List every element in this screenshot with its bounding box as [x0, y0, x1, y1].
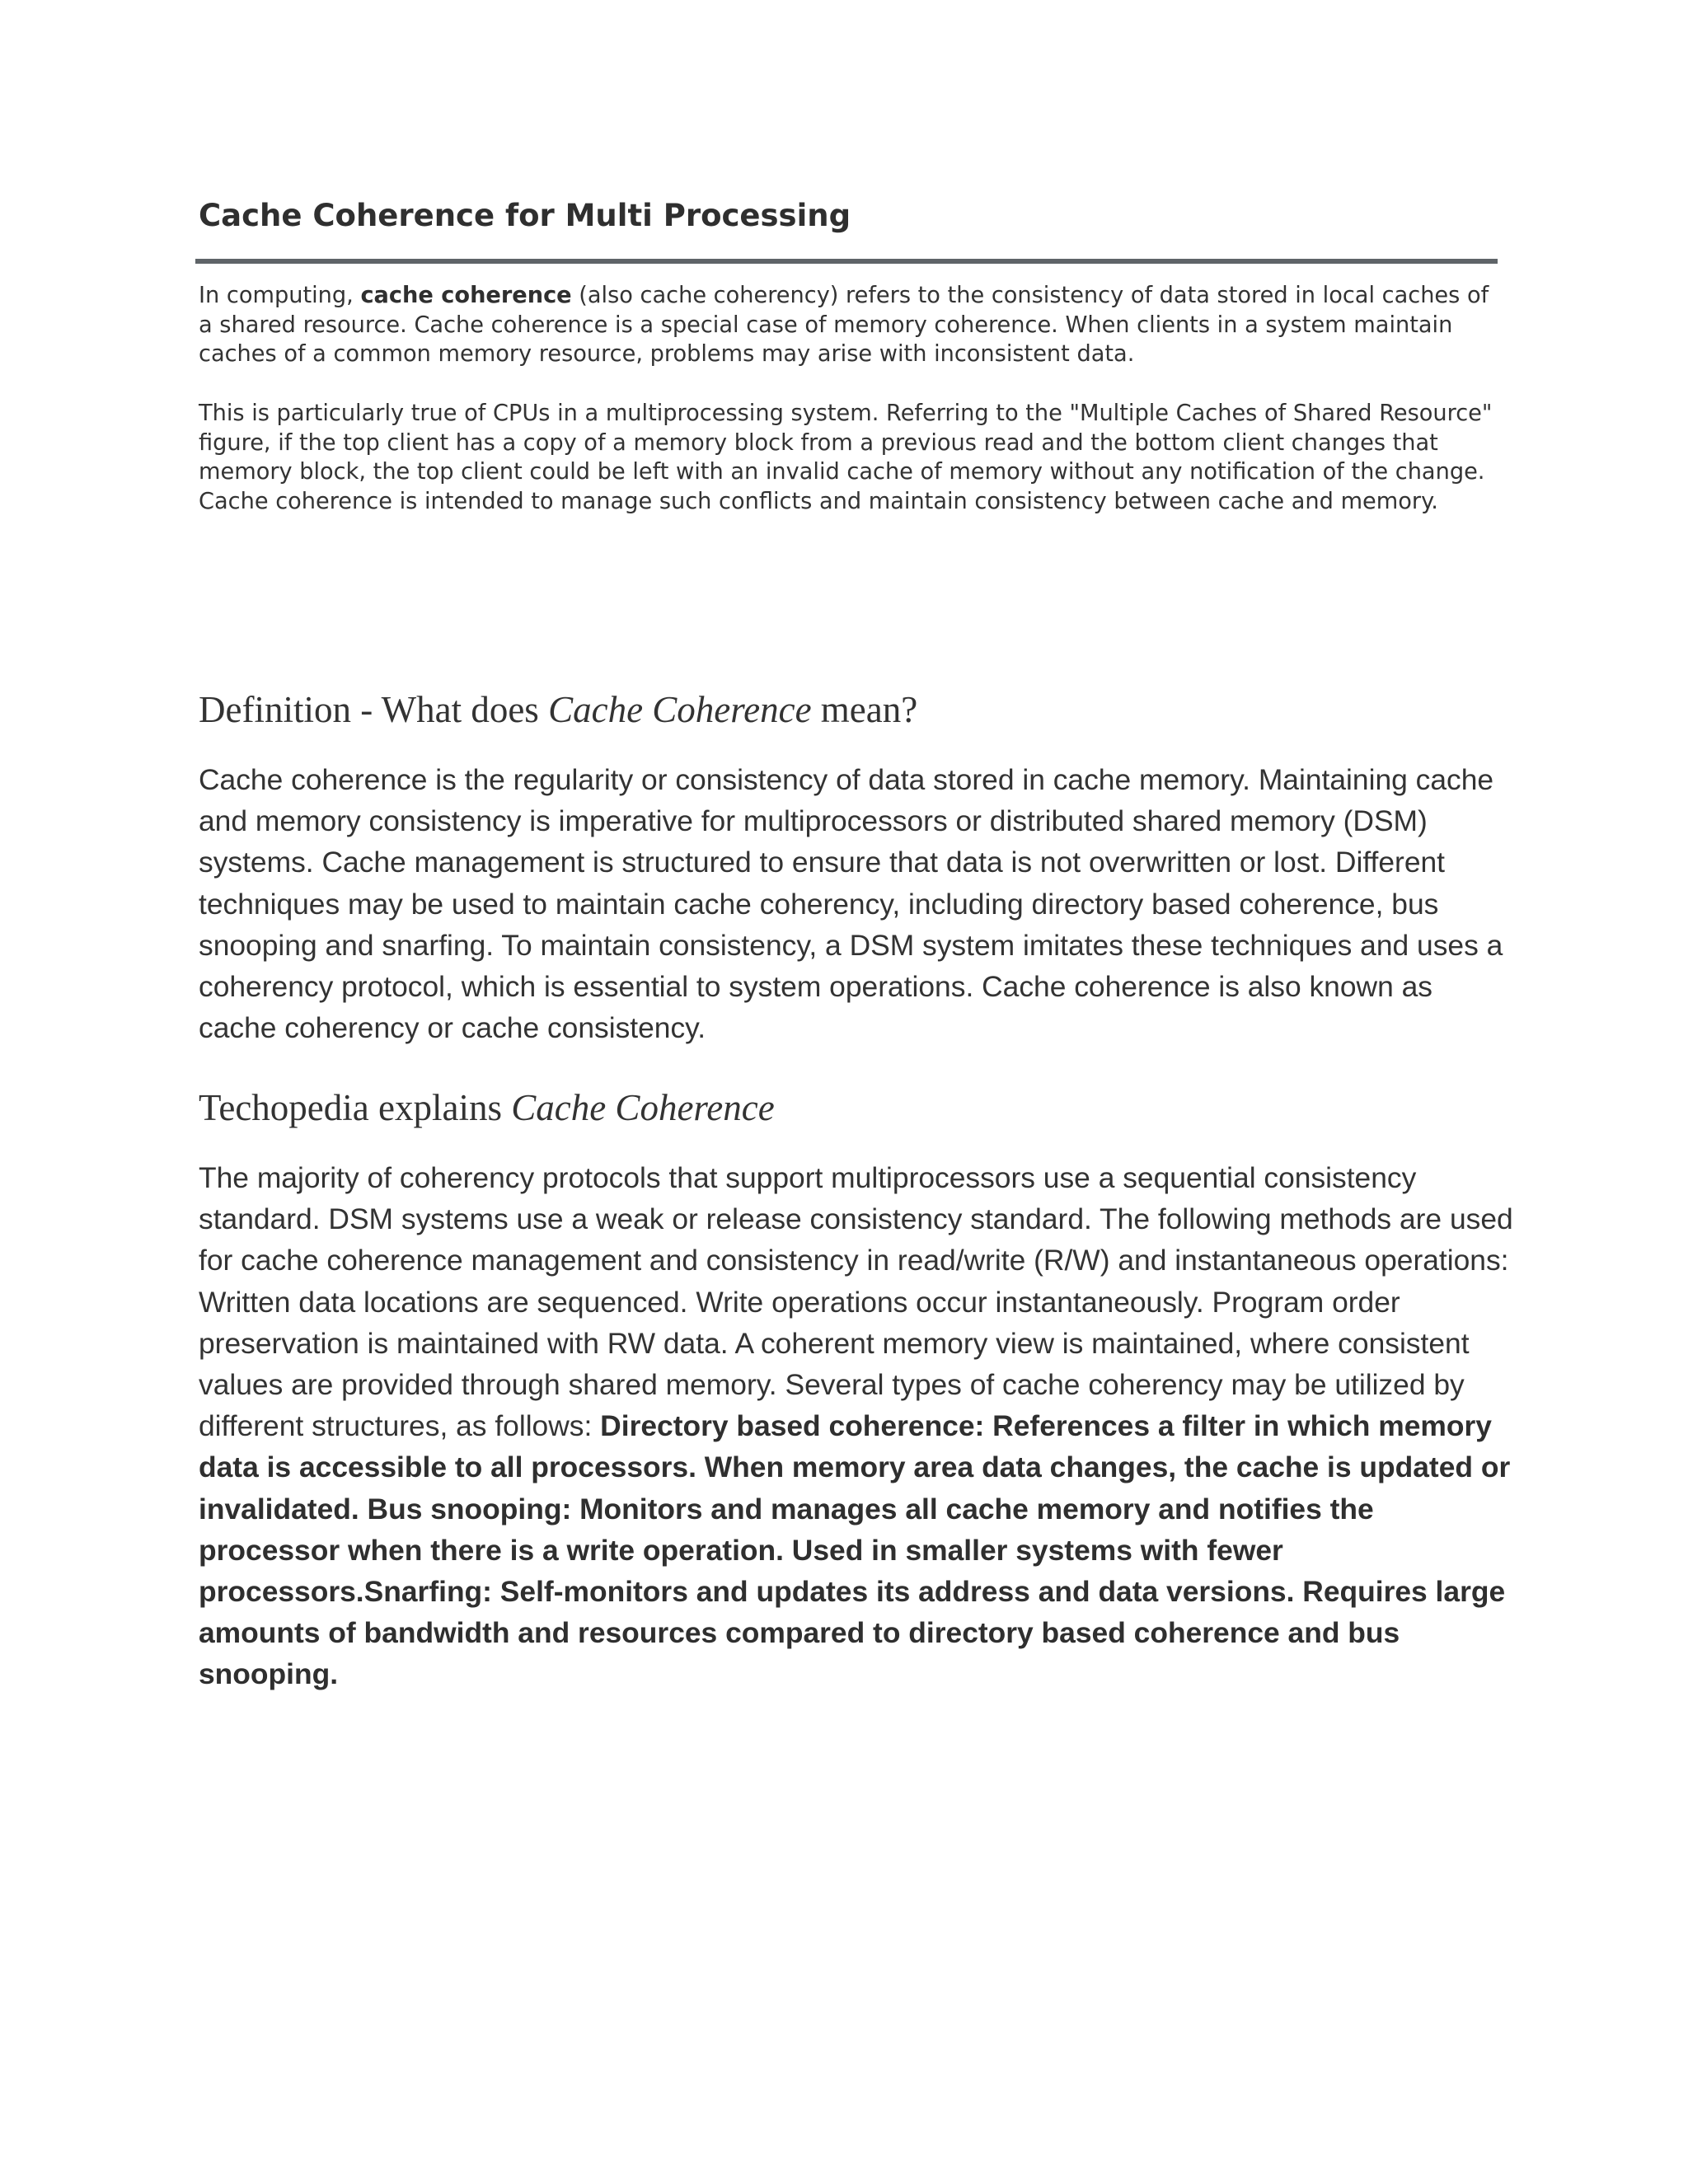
definition-heading-term: Cache Coherence — [548, 689, 812, 730]
explanation-paragraph — [199, 1157, 1517, 1695]
intro-paragraph-1-prefix: In computing, — [199, 283, 361, 308]
definition-heading-prefix: Definition - What does — [199, 689, 549, 730]
page-title: Cache Coherence for Multi Processing — [199, 198, 851, 233]
definition-heading — [199, 685, 917, 734]
explanation-heading-prefix: Techopedia explains — [199, 1087, 512, 1128]
explanation-paragraph-bold: Directory based coherence: References a filter in which memory data is accessible to all processors. When memory area data changes, the cache is updated or invalidated. Bus snooping: Monitors and manages all cache memory and notifies the processor when there is a write operation. Used in smaller systems with fewer processors.Snarfing: Self-monitors and updates its address and data versions. Requires large amounts of bandwidth and resources compared to directory based coherence and bus snooping. — [199, 1409, 1511, 1691]
explanation-heading — [199, 1083, 775, 1132]
intro-paragraph-1 — [199, 281, 1509, 369]
definition-heading-suffix: mean? — [811, 689, 918, 730]
explanation-paragraph-regular: The majority of coherency protocols that support multiprocessors use a sequential consistency standard. DSM systems use a weak or release consistency standard. The following methods are used for cache coherence management and consistency in read/write (R/W) and instantaneous operations: Written data locations are sequenced. Write operations occur instantaneously. Program order preservation is maintained with RW data. A coherent memory view is maintained, where consistent values are provided through shared memory. Several types of cache coherency may be utilized by different structures, as follows: — [199, 1161, 1513, 1443]
explanation-heading-term: Cache Coherence — [511, 1087, 775, 1128]
definition-paragraph: Cache coherence is the regularity or consistency of data stored in cache memory. Maintaining cache and memory consistency is imperative for multiprocessors or distributed shared memory (DSM) systems. Cache management is structured to ensure that data is not overwritten or lost. Different techniques may be used to maintain cache coherency, including directory based coherence, bus snooping and snarfing. To maintain consistency, a DSM system imitates these techniques and uses a coherency protocol, which is essential to system operations. Cache coherence is also known as cache coherency or cache consistency. — [199, 763, 1503, 1045]
intro-paragraph-1-suffix: (also cache coherency) refers to the consistency of data stored in local caches of a shared resource. Cache coherence is a special case of memory coherence. When clients in a system maintain caches of a common memory resource, problems may arise with inconsistent data. — [199, 283, 1489, 367]
title-divider — [195, 259, 1498, 264]
intro-paragraph-2: This is particularly true of CPUs in a multiprocessing system. Referring to the "Multiple Caches of Shared Resource" figure, if the top client has a copy of a memory block from a previous read and the bottom client changes that memory block, the top client could be left with an invalid cache of memory without any notification of the change. Cache coherence is intended to manage such conflicts and maintain consistency between cache and memory. — [199, 401, 1493, 514]
intro-paragraph-1-bold-term: cache coherence — [360, 283, 572, 308]
